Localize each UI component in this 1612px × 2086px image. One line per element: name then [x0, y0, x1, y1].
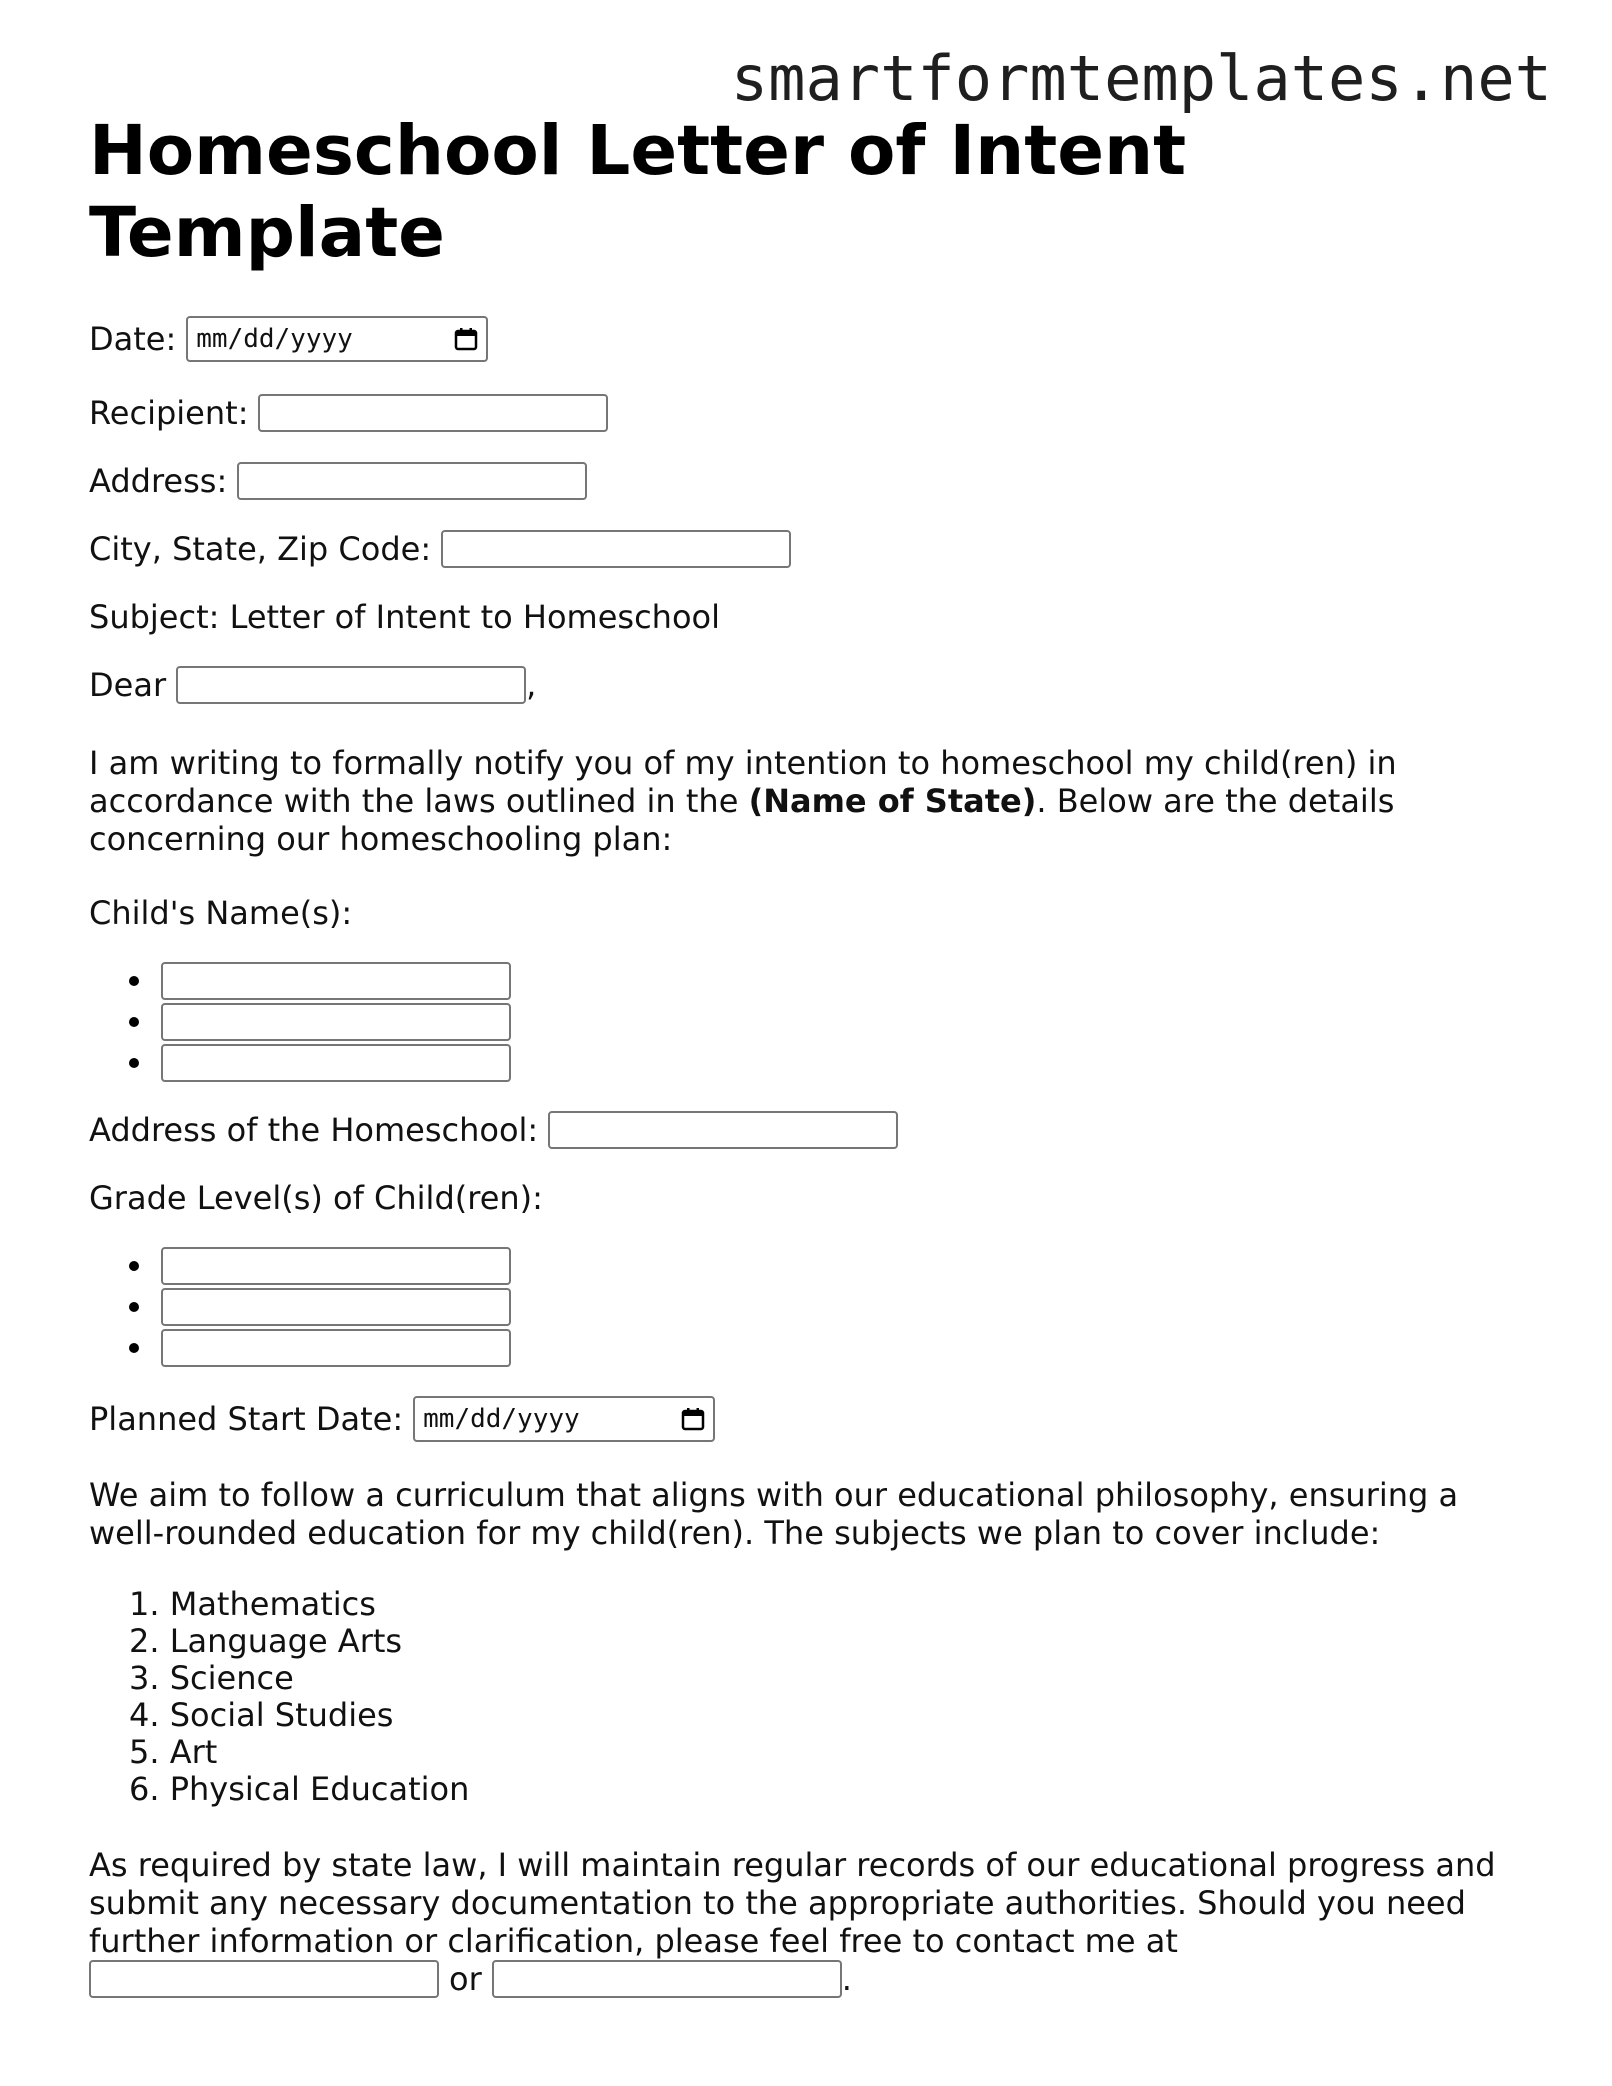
letter-form: [89, 110, 1529, 1998]
dear-name-input[interactable]: [176, 666, 526, 704]
subject-line: Subject: Letter of Intent to Homeschool: [89, 598, 720, 636]
state-name-placeholder: (Name of State): [748, 782, 1037, 820]
city-state-zip-input[interactable]: [441, 530, 791, 568]
subject-name: Physical Education: [169, 1770, 470, 1808]
subjects-list: [89, 1586, 1529, 1808]
recipient-row: [89, 394, 1529, 432]
subject-number: 1.: [129, 1585, 160, 1623]
list-item: [129, 1586, 1529, 1623]
subject-number: 6.: [129, 1770, 160, 1808]
start-date-placeholder: mm/dd/yyyy: [423, 1404, 580, 1434]
address-input[interactable]: [237, 462, 587, 500]
list-item: [129, 1245, 1529, 1286]
list-item: [129, 960, 1529, 1001]
watermark: smartformtemplates.net: [730, 42, 1552, 115]
child-name-input-1[interactable]: [161, 962, 511, 1000]
list-item: [129, 1286, 1529, 1327]
subject-name: Language Arts: [169, 1622, 403, 1660]
grade-level-input-1[interactable]: [161, 1247, 511, 1285]
subject-name: Art: [169, 1733, 218, 1771]
date-label: Date:: [89, 320, 177, 358]
homeschool-address-input[interactable]: [548, 1111, 898, 1149]
closing-paragraph: As required by state law, I will maintain regular records of our educational progress and submit any necessary documentation to the appropriate authorities. Should you need further information or clarification, please feel free to contact me at: [89, 1846, 1496, 1960]
intro-text-before: I am writing to formally notify you of my intention to homeschool my child(ren) in accordance with the laws outlined in the: [89, 744, 1397, 820]
closing-period: .: [841, 1960, 852, 1998]
city-state-zip-label: City, State, Zip Code:: [89, 530, 432, 568]
grades-label: Grade Level(s) of Child(ren):: [89, 1179, 543, 1217]
list-item: [129, 1042, 1529, 1083]
address-row: [89, 462, 1529, 500]
or-label: or: [449, 1960, 482, 1998]
child-name-input-2[interactable]: [161, 1003, 511, 1041]
bullet-icon: [129, 1058, 139, 1068]
homeschool-address-row: [89, 1111, 1529, 1149]
dear-row: [89, 666, 1529, 704]
dear-label: Dear: [89, 666, 167, 704]
subject-name: Mathematics: [169, 1585, 376, 1623]
date-input[interactable]: [186, 316, 488, 362]
homeschool-address-label: Address of the Homeschool:: [89, 1111, 539, 1149]
list-item: [129, 1001, 1529, 1042]
list-item: [129, 1697, 1529, 1734]
bullet-icon: [129, 1343, 139, 1353]
subject-number: 3.: [129, 1659, 160, 1697]
grade-level-input-2[interactable]: [161, 1288, 511, 1326]
start-date-row: [89, 1396, 1529, 1442]
contact-email-input[interactable]: [492, 1960, 842, 1998]
list-item: [129, 1327, 1529, 1368]
contact-row: [89, 1960, 1529, 1998]
bullet-icon: [129, 1261, 139, 1271]
child-name-input-3[interactable]: [161, 1044, 511, 1082]
calendar-icon[interactable]: [681, 1407, 705, 1431]
bullet-icon: [129, 976, 139, 986]
subject-name: Social Studies: [169, 1696, 394, 1734]
city-state-zip-row: [89, 530, 1529, 568]
curriculum-paragraph: We aim to follow a curriculum that aligns with our educational philosophy, ensuring a well-rounded education for my child(ren). The subjects we plan to cover include:: [89, 1476, 1459, 1552]
page-title: Homeschool Letter of Intent Template: [89, 111, 1187, 273]
intro-text-after: . Below are the details concerning our homeschooling plan:: [89, 782, 1395, 858]
recipient-input[interactable]: [258, 394, 608, 432]
subject-number: 5.: [129, 1733, 160, 1771]
list-item: [129, 1734, 1529, 1771]
recipient-label: Recipient:: [89, 394, 249, 432]
bullet-icon: [129, 1017, 139, 1027]
grade-level-input-3[interactable]: [161, 1329, 511, 1367]
grades-list: [89, 1245, 1529, 1368]
children-list: [89, 960, 1529, 1083]
intro-paragraph: [89, 744, 1529, 858]
subject-name: Science: [169, 1659, 294, 1697]
calendar-icon[interactable]: [454, 327, 478, 351]
date-placeholder: mm/dd/yyyy: [196, 324, 353, 354]
list-item: [129, 1660, 1529, 1697]
start-date-label: Planned Start Date:: [89, 1400, 404, 1438]
subject-number: 4.: [129, 1696, 160, 1734]
contact-phone-input[interactable]: [89, 1960, 439, 1998]
list-item: [129, 1623, 1529, 1660]
address-label: Address:: [89, 462, 228, 500]
bullet-icon: [129, 1302, 139, 1312]
subject-number: 2.: [129, 1622, 160, 1660]
start-date-input[interactable]: [413, 1396, 715, 1442]
list-item: [129, 1771, 1529, 1808]
children-label: Child's Name(s):: [89, 894, 353, 932]
dear-comma: ,: [526, 666, 537, 704]
date-row: [89, 316, 1529, 362]
